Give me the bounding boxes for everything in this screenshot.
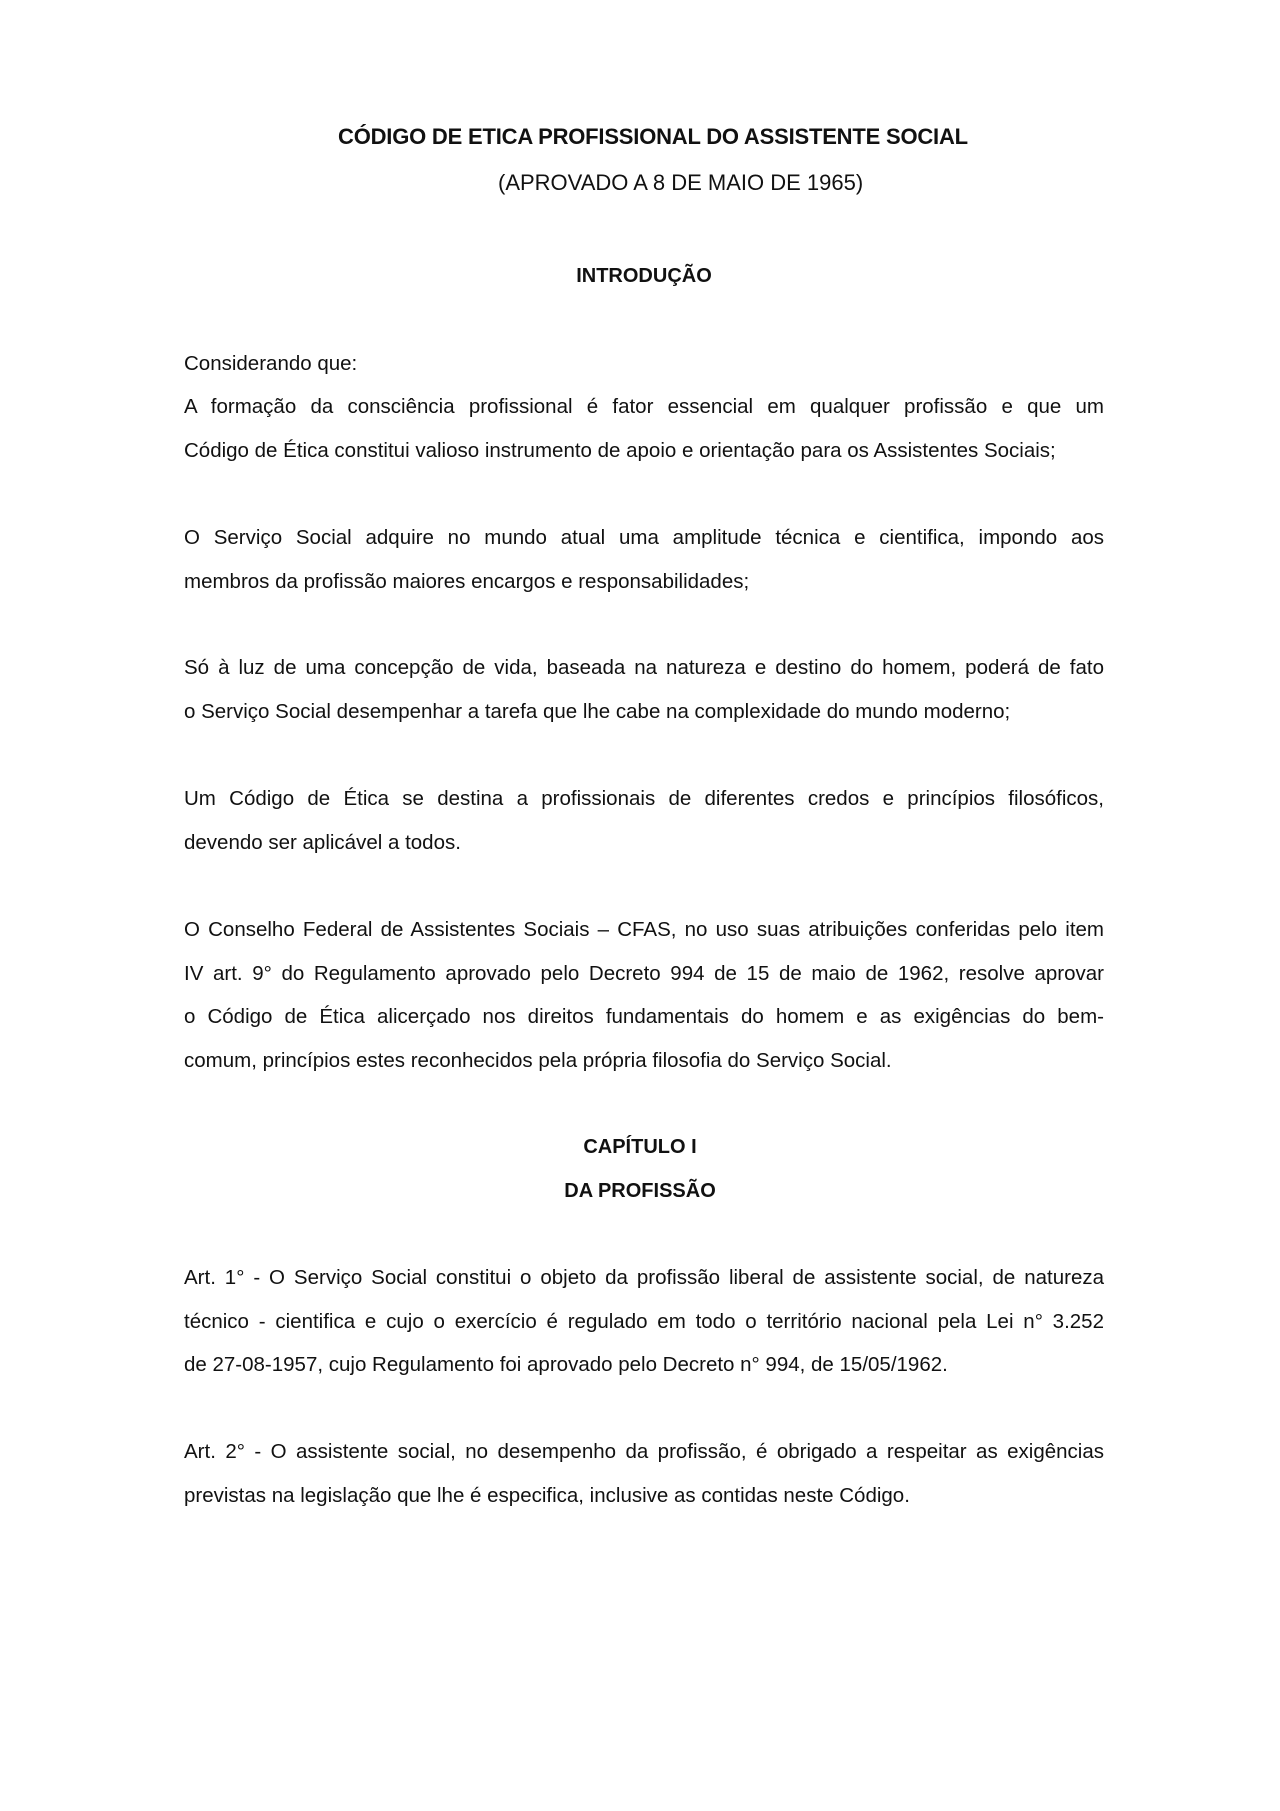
article-1 [184, 1256, 1104, 1387]
text-line: O Serviço Social adquire no mundo atual uma amplitude técnica e cientifica, impondo aos [184, 526, 1104, 549]
chapter-heading: CAPÍTULO I [583, 1136, 697, 1158]
text-line: o Código de Ética alicerçado nos direitos fundamentais do homem e as exigências do bem- [184, 1005, 1104, 1028]
text-line: membros da profissão maiores encargos e responsabilidades; [184, 569, 750, 593]
text-line: Código de Ética constitui valioso instrumento de apoio e orientação para os Assistentes Sociais; [184, 438, 1056, 462]
text-line: O Conselho Federal de Assistentes Sociais – CFAS, no uso suas atribuições conferidas pelo item [184, 918, 1104, 941]
text-line: previstas na legislação que lhe é especifica, inclusive as contidas neste Código. [184, 1483, 910, 1507]
intro-heading: INTRODUÇÃO [576, 265, 712, 287]
considerando-line [184, 342, 1104, 386]
text-line: A formação da consciência profissional é fator essencial em qualquer profissão e que um [184, 395, 1104, 418]
document-subtitle: (APROVADO A 8 DE MAIO DE 1965) [498, 170, 864, 195]
text-line: Só à luz de uma concepção de vida, baseada na natureza e destino do homem, poderá de fato [184, 656, 1104, 679]
text-line: Um Código de Ética se destina a profissionais de diferentes credos e princípios filosóficos, [184, 787, 1104, 810]
intro-paragraph-3 [184, 646, 1104, 733]
text-line: de 27-08-1957, cujo Regulamento foi aprovado pelo Decreto n° 994, de 15/05/1962. [184, 1353, 948, 1376]
text-line: devendo ser aplicável a todos. [184, 830, 461, 854]
intro-paragraph-1 [184, 385, 1104, 472]
text-line: IV art. 9° do Regulamento aprovado pelo Decreto 994 de 15 de maio de 1962, resolve aprovar [184, 961, 1104, 985]
article-2 [184, 1430, 1104, 1517]
intro-paragraph-2 [184, 516, 1104, 603]
text-line: comum, princípios estes reconhecidos pela própria filosofia do Serviço Social. [184, 1048, 892, 1072]
text-line: técnico - cientifica e cujo o exercício é regulado em todo o território nacional pela Lei n° 3.252 [184, 1309, 1104, 1333]
intro-paragraph-4 [184, 777, 1104, 864]
text-line: Art. 1° - O Serviço Social constitui o objeto da profissão liberal de assistente social, de natureza [184, 1266, 1104, 1289]
text-line: Considerando que: [184, 352, 358, 375]
text-line: o Serviço Social desempenhar a tarefa que lhe cabe na complexidade do mundo moderno; [184, 699, 1011, 723]
intro-paragraph-5 [184, 908, 1104, 1082]
text-line: Art. 2° - O assistente social, no desempenho da profissão, é obrigado a respeitar as exigências [184, 1440, 1104, 1463]
chapter-title: DA PROFISSÃO [564, 1180, 716, 1202]
document-title: CÓDIGO DE ETICA PROFISSIONAL DO ASSISTENTE SOCIAL [338, 124, 968, 149]
